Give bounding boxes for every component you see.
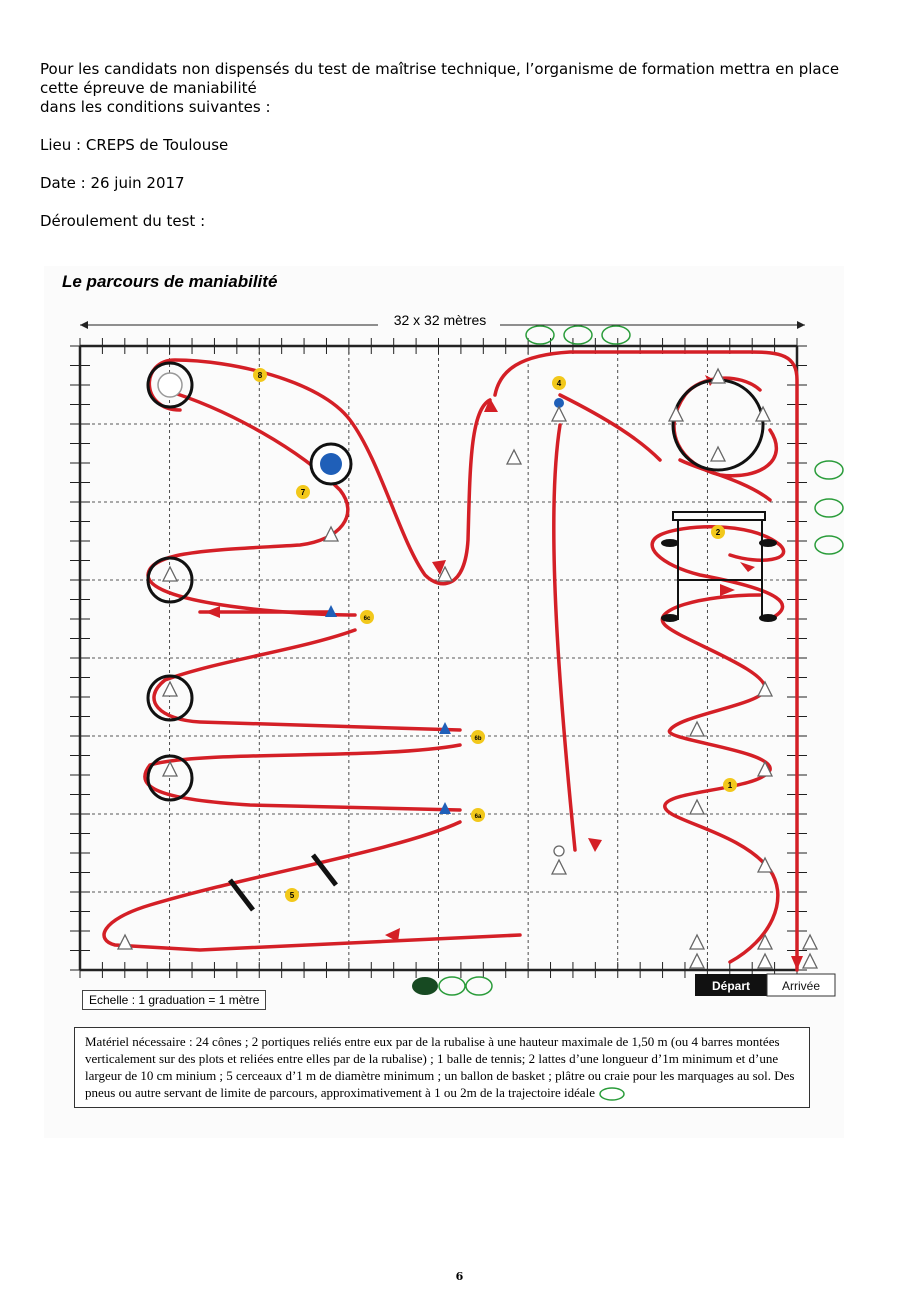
path-arrows <box>205 375 803 970</box>
cone-icon <box>803 954 817 968</box>
scale-box: Echelle : 1 graduation = 1 mètre <box>82 990 266 1010</box>
cone-icon <box>163 682 177 696</box>
cone-icon <box>758 954 772 968</box>
cone-icon <box>118 935 132 949</box>
intro-line-3: dans les conditions suivantes : <box>40 98 271 116</box>
station-label: 5 <box>289 891 295 900</box>
material-box <box>74 1027 810 1108</box>
intro-line-2: cette épreuve de maniabilité <box>40 79 257 97</box>
cone-icon <box>803 935 817 949</box>
dimension-label: 32 x 32 mètres <box>393 312 487 328</box>
lieu: Lieu : CREPS de Toulouse <box>40 136 229 154</box>
cone-icon <box>690 954 704 968</box>
cone-icon <box>552 407 566 421</box>
cone-icon <box>690 800 704 814</box>
station-label: 6a <box>474 814 482 820</box>
station-label: 2 <box>715 528 721 537</box>
tennis-ball-marker <box>554 846 564 856</box>
intro-line-1: Pour les candidats non dispensés du test de maîtrise technique, l’organisme de formation mettra en place <box>40 60 840 78</box>
material-text: Matériel nécessaire : 24 cônes ; 2 portiques reliés entre eux par de la rubalise à une hauteur maximale de 1,50 m (ou 4 barres montées verticalement sur des plots et reliées entre elles par de la rubalise) ; 1 balle de tennis; 2 lattes d’une longueur d’1m minimum et d’une largeur de 10 cm minium ; 5 cerceaux d’1 m de diamètre minimum ; un ballon de basket ; plâtre ou craie pour les marquages au sol. Des pneus ou autre servant de limite de parcours, approximativement à 1 ou 2m de la trajectoire idéale <box>85 1034 795 1100</box>
cones <box>118 369 817 968</box>
page-number: 6 <box>455 1270 464 1283</box>
station-label: 8 <box>257 371 263 380</box>
tyre-dark <box>412 977 438 995</box>
cone-icon <box>507 450 521 464</box>
tyres <box>439 326 843 995</box>
cone-icon <box>690 935 704 949</box>
station-label: 7 <box>300 488 306 497</box>
deroulement: Déroulement du test : <box>40 212 206 230</box>
course-path <box>104 352 797 970</box>
station-label: 6b <box>474 736 482 742</box>
plank-1 <box>230 880 253 910</box>
cone-icon <box>756 407 770 421</box>
cone-icon <box>669 407 683 421</box>
blue-cones <box>325 605 451 814</box>
tyre-legend-icon <box>598 1086 626 1102</box>
cone-icon <box>690 722 704 736</box>
basketball <box>320 453 342 475</box>
cone-icon <box>552 860 566 874</box>
cone-icon <box>163 567 177 581</box>
course-grid <box>70 338 807 978</box>
cone-icon <box>163 762 177 776</box>
arrivee-label: Arrivée <box>781 979 821 993</box>
depart-label: Départ <box>711 979 751 993</box>
station-label: 4 <box>556 379 562 388</box>
tennis-ball <box>158 373 182 397</box>
station-label: 6c <box>363 616 371 622</box>
cone-icon <box>711 369 725 383</box>
figure-title: Le parcours de maniabilité <box>62 272 278 291</box>
station-label: 1 <box>727 781 733 790</box>
cone-icon <box>711 447 725 461</box>
cone-icon <box>758 682 772 696</box>
date: Date : 26 juin 2017 <box>40 174 185 192</box>
